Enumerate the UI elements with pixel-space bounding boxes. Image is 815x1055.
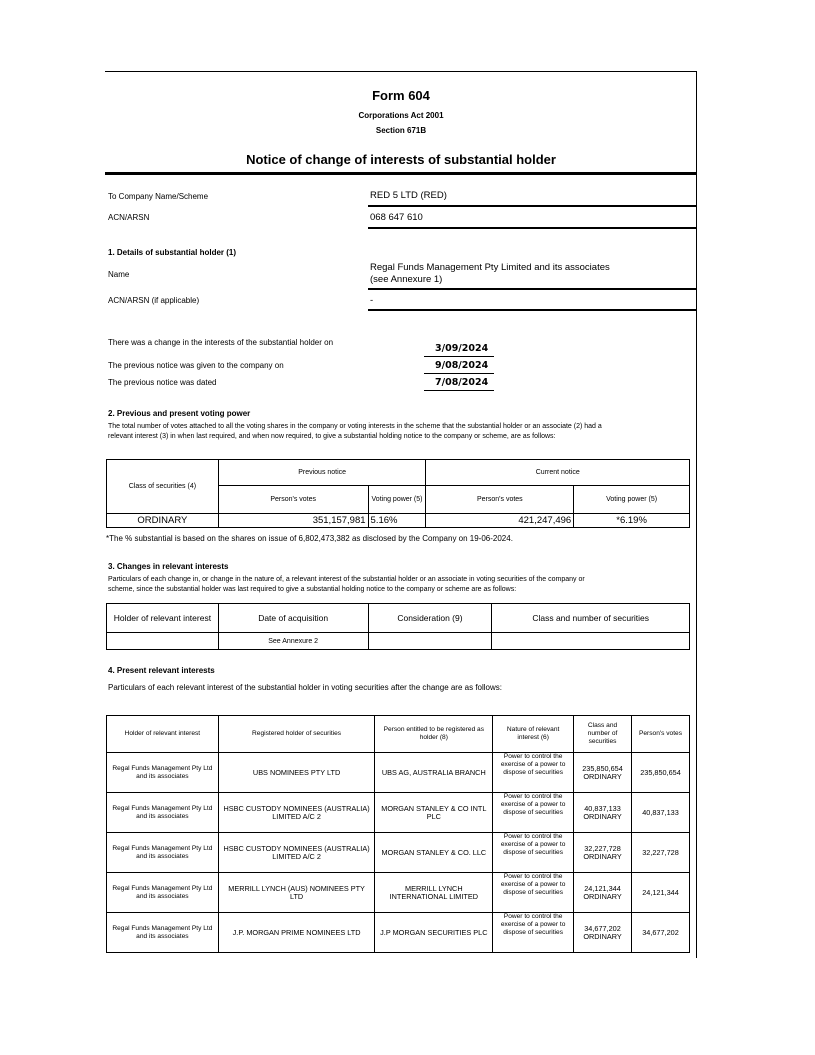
registered-cell xyxy=(218,873,375,913)
change-date-value: 3/09/2024 xyxy=(435,343,489,354)
row-registered: J.P. MORGAN PRIME NOMINEES LTD xyxy=(232,927,361,937)
row-class-type: ORDINARY xyxy=(583,851,622,861)
company-name-underline xyxy=(368,205,696,207)
row-class-type: ORDINARY xyxy=(583,771,622,781)
company-acn-underline xyxy=(368,227,696,229)
col-entitled-header: Person entitled to be registered as holder (8) xyxy=(375,716,493,753)
class-cell xyxy=(574,873,632,913)
entitled-cell xyxy=(375,913,493,953)
change-date-underline xyxy=(424,356,494,357)
row-registered: UBS NOMINEES PTY LTD xyxy=(252,767,341,777)
row-votes: 34,677,202 xyxy=(642,927,679,937)
section4-desc: Particulars of each relevant interest of the substantial holder in voting securities after the change are as follows: xyxy=(108,683,502,692)
section3-desc-line2: scheme, since the substantial holder was last required to give a substantial holding notice to the company or scheme are as follows: xyxy=(108,586,517,593)
row-entitled: MORGAN STANLEY & CO INTL PLC xyxy=(381,803,487,821)
nature-cell xyxy=(493,913,574,953)
dated-date-value: 7/08/2024 xyxy=(435,377,489,388)
table-row xyxy=(107,793,690,833)
row-class-type: ORDINARY xyxy=(583,931,622,941)
row-class-number xyxy=(492,633,690,650)
col-cur-votes-header: Person's votes xyxy=(426,486,574,514)
voting-power-table xyxy=(106,459,690,528)
row-entitled: MERRILL LYNCH INTERNATIONAL LIMITED xyxy=(389,883,478,901)
registered-cell xyxy=(218,793,375,833)
row-holder xyxy=(107,633,219,650)
section2-footnote: *The % substantial is based on the shares on issue of 6,802,473,382 as disclosed by the Company on 19-06-2024. xyxy=(106,534,513,543)
table-row xyxy=(107,753,690,793)
class-cell xyxy=(574,753,632,793)
page-title: Notice of change of interests of substantial holder xyxy=(246,152,556,167)
form-act: Corporations Act 2001 xyxy=(358,111,444,120)
section1-heading: 1. Details of substantial holder (1) xyxy=(108,248,237,257)
nature-cell xyxy=(493,833,574,873)
table-row xyxy=(107,873,690,913)
row-holder: Regal Funds Management Pty Ltd and its associates xyxy=(112,764,213,780)
form-number: Form 604 xyxy=(372,88,430,103)
dated-date-label: The previous notice was dated xyxy=(108,378,217,387)
row-class-number: 34,677,202 xyxy=(584,923,621,933)
row-class-number: 24,121,344 xyxy=(584,883,621,893)
row-prev-power: 5.16% xyxy=(368,514,426,528)
col-votes-header: Person's votes xyxy=(632,716,690,753)
class-cell xyxy=(574,833,632,873)
votes-cell xyxy=(632,913,690,953)
registered-cell xyxy=(218,833,375,873)
holder-acn-label: ACN/ARSN (if applicable) xyxy=(108,296,200,305)
section3-desc-line1: Particulars of each change in, or change in the nature of, a relevant interest of the substantial holder or an associate in voting securities of the company or xyxy=(108,576,585,583)
class-cell xyxy=(574,793,632,833)
nature-cell xyxy=(493,753,574,793)
row-class-type: ORDINARY xyxy=(583,811,622,821)
col-holder-header: Holder of relevant interest xyxy=(107,716,219,753)
frame-right-rule xyxy=(696,71,697,958)
holder-name-value-line2: (see Annexure 1) xyxy=(370,274,443,285)
col-prev-power-header: Voting power (5) xyxy=(368,486,426,514)
section3-heading: 3. Changes in relevant interests xyxy=(108,562,229,571)
col-nature-header: Nature of relevant interest (6) xyxy=(493,716,574,753)
class-cell xyxy=(574,913,632,953)
given-date-underline xyxy=(424,373,494,374)
nature-cell xyxy=(493,873,574,913)
col-consideration-header: Consideration (9) xyxy=(368,604,492,633)
entitled-cell xyxy=(375,833,493,873)
votes-cell xyxy=(632,753,690,793)
row-entitled: UBS AG, AUSTRALIA BRANCH xyxy=(381,767,486,777)
row-class-number: 32,227,728 xyxy=(584,843,621,853)
registered-cell xyxy=(218,913,375,953)
votes-cell xyxy=(632,873,690,913)
col-date-header: Date of acquisition xyxy=(218,604,368,633)
row-nature: Power to control the exercise of a power to dispose of securities xyxy=(500,752,566,776)
row-nature: Power to control the exercise of a power to dispose of securities xyxy=(500,872,566,896)
row-holder: Regal Funds Management Pty Ltd and its associates xyxy=(112,844,213,860)
holder-name-underline xyxy=(368,288,696,290)
row-nature: Power to control the exercise of a power to dispose of securities xyxy=(500,832,566,856)
row-entitled: MORGAN STANLEY & CO. LLC xyxy=(381,847,487,857)
section2-desc-line1: The total number of votes attached to all the voting shares in the company or voting interests in the scheme that the substantial holder or an associate (2) had a xyxy=(108,423,602,430)
row-class-number: 235,850,654 xyxy=(582,763,623,773)
holder-cell xyxy=(107,873,219,913)
col-class-header: Class and number of securities xyxy=(574,716,632,753)
holder-cell xyxy=(107,833,219,873)
votes-cell xyxy=(632,793,690,833)
row-prev-votes: 351,157,981 xyxy=(218,514,368,528)
given-date-value: 9/08/2024 xyxy=(435,360,489,371)
form-section: Section 671B xyxy=(375,126,427,135)
row-registered: HSBC CUSTODY NOMINEES (AUSTRALIA) LIMITED A/C 2 xyxy=(223,843,370,861)
given-date-label: The previous notice was given to the company on xyxy=(108,361,284,370)
holder-acn-underline xyxy=(368,309,696,311)
row-votes: 40,837,133 xyxy=(642,807,679,817)
row-nature: Power to control the exercise of a power to dispose of securities xyxy=(500,912,566,936)
col-registered-header: Registered holder of securities xyxy=(218,716,375,753)
change-date-label: There was a change in the interests of the substantial holder on xyxy=(108,338,334,347)
col-previous-header: Previous notice xyxy=(218,460,426,486)
entitled-cell xyxy=(375,793,493,833)
section4-heading: 4. Present relevant interests xyxy=(108,666,215,675)
company-acn-value: 068 647 610 xyxy=(370,212,423,223)
present-interests-table xyxy=(106,715,690,953)
dated-date-underline xyxy=(424,390,494,391)
row-votes: 32,227,728 xyxy=(642,847,679,857)
row-cur-votes: 421,247,496 xyxy=(426,514,574,528)
registered-cell xyxy=(218,753,375,793)
table-row xyxy=(107,913,690,953)
col-prev-votes-header: Person's votes xyxy=(218,486,368,514)
row-consideration xyxy=(368,633,492,650)
row-holder: Regal Funds Management Pty Ltd and its associates xyxy=(112,804,213,820)
row-cur-power: *6.19% xyxy=(574,514,690,528)
holder-name-label: Name xyxy=(108,270,130,279)
table-row xyxy=(107,833,690,873)
company-name-label: To Company Name/Scheme xyxy=(108,192,209,201)
entitled-cell xyxy=(375,873,493,913)
holder-cell xyxy=(107,753,219,793)
row-class-type: ORDINARY xyxy=(583,891,622,901)
row-entitled: J.P MORGAN SECURITIES PLC xyxy=(380,927,488,937)
row-votes: 24,121,344 xyxy=(642,887,679,897)
title-rule xyxy=(105,172,697,175)
company-acn-label: ACN/ARSN xyxy=(108,213,150,222)
holder-acn-value: - xyxy=(370,295,374,306)
row-registered: HSBC CUSTODY NOMINEES (AUSTRALIA) LIMITED A/C 2 xyxy=(223,803,370,821)
company-name-value: RED 5 LTD (RED) xyxy=(370,190,447,201)
votes-cell xyxy=(632,833,690,873)
row-votes: 235,850,654 xyxy=(640,767,681,777)
col-cur-power-header: Voting power (5) xyxy=(574,486,690,514)
row-registered: MERRILL LYNCH (AUS) NOMINEES PTY LTD xyxy=(228,883,365,901)
entitled-cell xyxy=(375,753,493,793)
frame-top-rule xyxy=(105,71,697,72)
row-date: See Annexure 2 xyxy=(218,633,368,650)
nature-cell xyxy=(493,793,574,833)
row-holder: Regal Funds Management Pty Ltd and its associates xyxy=(112,924,213,940)
section2-desc-line2: relevant interest (3) in when last required, and when now required, to give a substantial holding notice to the company or scheme, are as follows: xyxy=(108,433,556,440)
row-class: ORDINARY xyxy=(107,514,219,528)
col-holder-header: Holder of relevant interest xyxy=(107,604,219,633)
col-class-number-header: Class and number of securities xyxy=(492,604,690,633)
changes-table xyxy=(106,603,690,650)
holder-cell xyxy=(107,913,219,953)
row-nature: Power to control the exercise of a power to dispose of securities xyxy=(500,792,566,816)
row-class-number: 40,837,133 xyxy=(584,803,621,813)
section2-heading: 2. Previous and present voting power xyxy=(108,409,251,418)
col-class-header: Class of securities (4) xyxy=(107,460,219,514)
row-holder: Regal Funds Management Pty Ltd and its associates xyxy=(112,884,213,900)
holder-cell xyxy=(107,793,219,833)
col-current-header: Current notice xyxy=(426,460,690,486)
holder-name-value-line1: Regal Funds Management Pty Limited and its associates xyxy=(370,262,610,273)
